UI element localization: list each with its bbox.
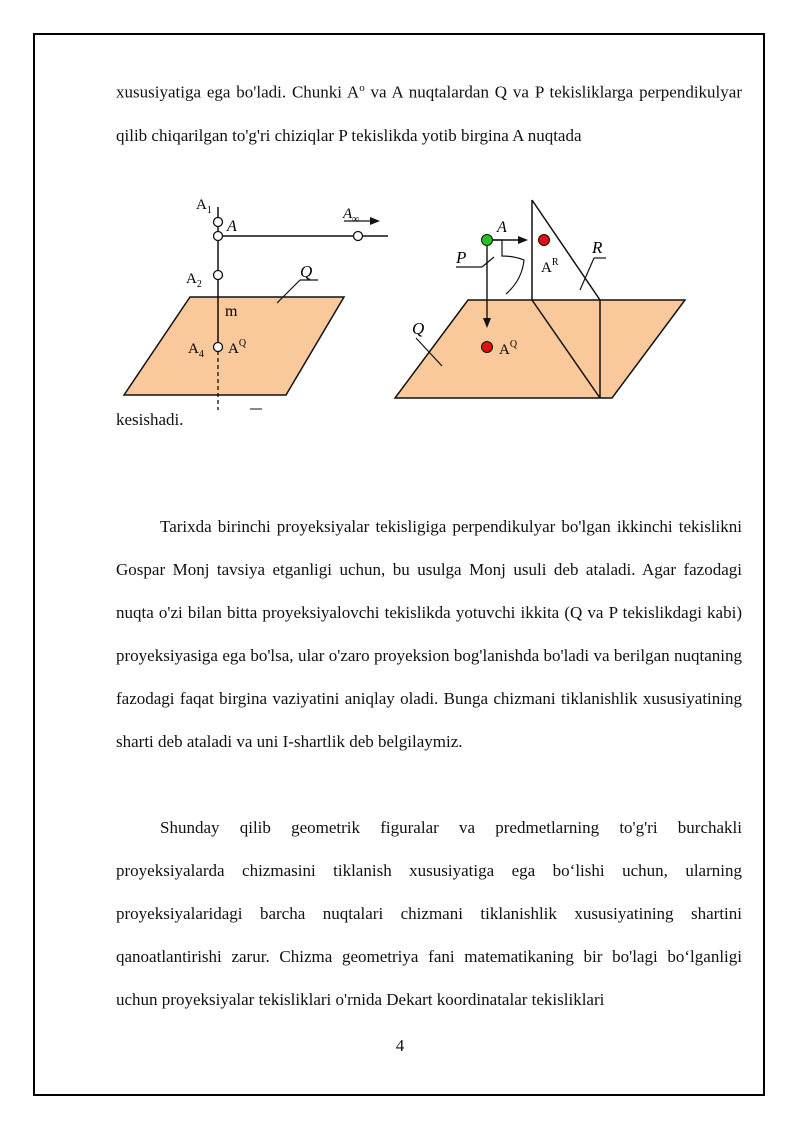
point-aq [214,343,223,352]
plane-r-edge-1 [532,200,600,300]
label-aq-right: $A^Q$ [499,339,518,358]
paragraph-2: Tarixda birinchi proyeksiyalar tekisligiga perpendikulyar bo'lgan ikkinchi tekislikni Gospar Monj tavsiya etganligi uchun, bu usulga Monj usuli deb ataladi. Agar fazodagi nuqta o'zi bilan bitta proyeksiyalovchi tekislikda yotuvchi ikkita (Q va P tekislikdagi kabi) proyeksiyasiga ega bo'lsa, ular o'zaro proyeksion bog'lanishda bo'ladi va berilgan nuqtaning fazodagi faqat birgina vaziyatini aniqlay oladi. Bunga chizmani tiklanishlik xususiyatining sharti deb ataladi va uni I-shartlik deb belgilaymiz. [116,517,742,751]
point-a2 [214,271,223,280]
label-a-right: A [497,219,507,236]
figure-right [390,190,700,405]
label-m: m [225,303,238,320]
label-ar: $A^R$ [541,257,559,276]
point-a-infinity [354,232,363,241]
label-p: P [456,248,467,267]
label-a: A [227,218,237,235]
label-a4: $A_4$ [188,341,204,360]
plane-q-right [395,300,685,398]
label-q-left: Q [300,262,313,281]
point-ar-red [539,235,550,246]
point-a1 [214,218,223,227]
label-a-infinity: $A_\infty$ [343,206,360,225]
label-r: R [592,238,603,257]
top-paragraph: xususiyatiga ega bo'ladi. Chunki $A^o$ va A nuqtalardan Q va P tekisliklarga perpendikulyar qilib chiqarilgan to'g'ri chiziqlar P tekislikda yotib birgina A nuqtada [116,82,742,145]
paragraph-3: Shunday qilib geometrik figuralar va predmetlarning to'g'ri burchakli proyeksiyalarda chizmasini tiklanish xususiyatiga ega bo‘lishi uchun, ularning proyeksiyalaridagi barcha nuqtalari chizmani tiklanishlik xususiyatining shartini qanoatlantirishi zarur. Chizma geometriya fani matematikaning bir bo'lagi bo‘lganligi uchun proyeksiyalar tekisliklari o'rnida Dekart koordinatalar tekisliklari [116,818,742,1009]
point-aq-red [482,342,493,353]
label-a1: $A_1$ [196,197,212,216]
point-a-green [482,235,493,246]
label-q-right: Q [412,319,425,338]
point-a [214,232,223,241]
continuation-text: kesishadi. [116,410,184,429]
label-a2: $A_2$ [186,271,202,290]
label-aq-left: $A^Q$ [228,338,247,357]
page-number: 4 [395,1036,405,1055]
figure-left [110,185,410,415]
